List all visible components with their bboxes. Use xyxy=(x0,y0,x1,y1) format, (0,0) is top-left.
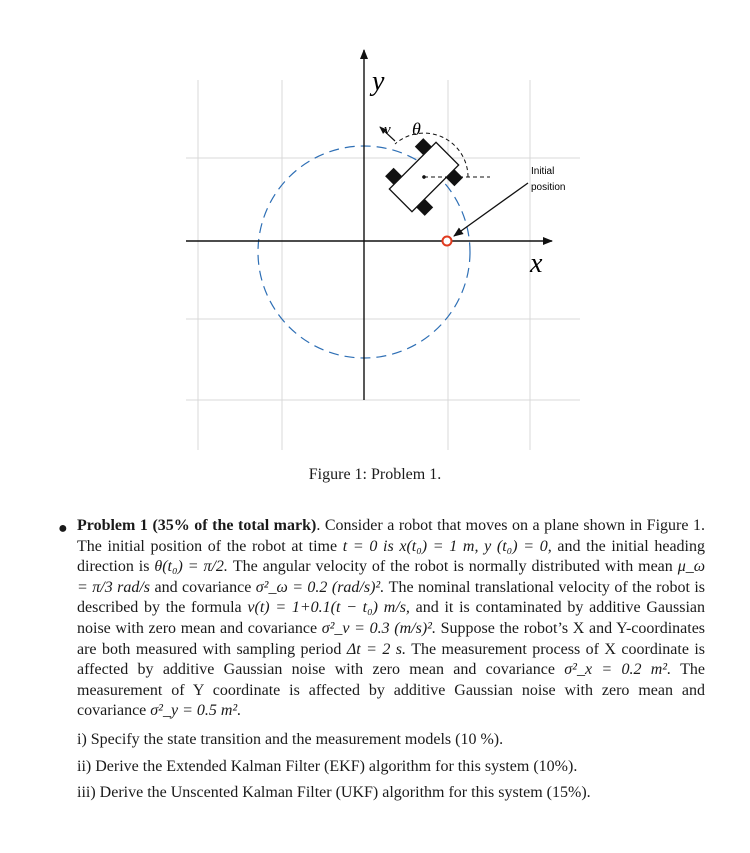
annotation-line-2: position xyxy=(531,182,566,193)
initial-position-marker xyxy=(443,237,452,246)
x-axis-label: x xyxy=(530,248,543,279)
y-axis-label: y xyxy=(372,66,385,97)
problem-title: Problem 1 (35% of the total mark) xyxy=(77,517,317,534)
task-2: ii) Derive the Extended Kalman Filter (EKF) algorithm for this system (10%). xyxy=(77,757,578,775)
annotation-arrow xyxy=(454,183,528,236)
problem-paragraph: Problem 1 (35% of the total mark). Consider a robot that moves on a plane shown in Figure 1. The initial position of the robot at time t = 0 is x(t₀) = 1 m, y (t₀) = 0, and the initial heading direction is θ(t₀) = π/2. The angular velocity of the robot is normally distributed with mean μ_ω = π/3 rad/s and covariance σ²_ω = 0.2 (rad/s)². The nominal translational velocity of the robot is described by the formula v(t) = 1+0.1(t − t₀) m/s, and it is contaminated by additive Gaussian noise with zero mean and covariance σ²_v = 0.3 (m/s)². Suppose the robot’s X and Y-coordinates are both measured with sampling period Δt = 2 s. The measurement process of X coordinate is affected by additive Gaussian noise with zero mean and covariance σ²_x = 0.2 m². The measurement of Y coordinate is affected by additive Gaussian noise with zero mean and covariance σ²_y = 0.5 m². xyxy=(77,517,706,720)
figure-caption: Figure 1: Problem 1. xyxy=(308,466,442,483)
bullet-icon: ● xyxy=(58,520,68,537)
grid xyxy=(186,80,580,450)
problem-block xyxy=(77,516,705,804)
annotation-line-1: Initial xyxy=(531,166,555,177)
velocity-label: v xyxy=(384,122,391,138)
task-1: i) Specify the state transition and the measurement models (10 %). xyxy=(77,730,504,748)
theta-label: θ xyxy=(412,119,421,139)
task-3: iii) Derive the Unscented Kalman Filter (UKF) algorithm for this system (15%). xyxy=(77,784,591,802)
